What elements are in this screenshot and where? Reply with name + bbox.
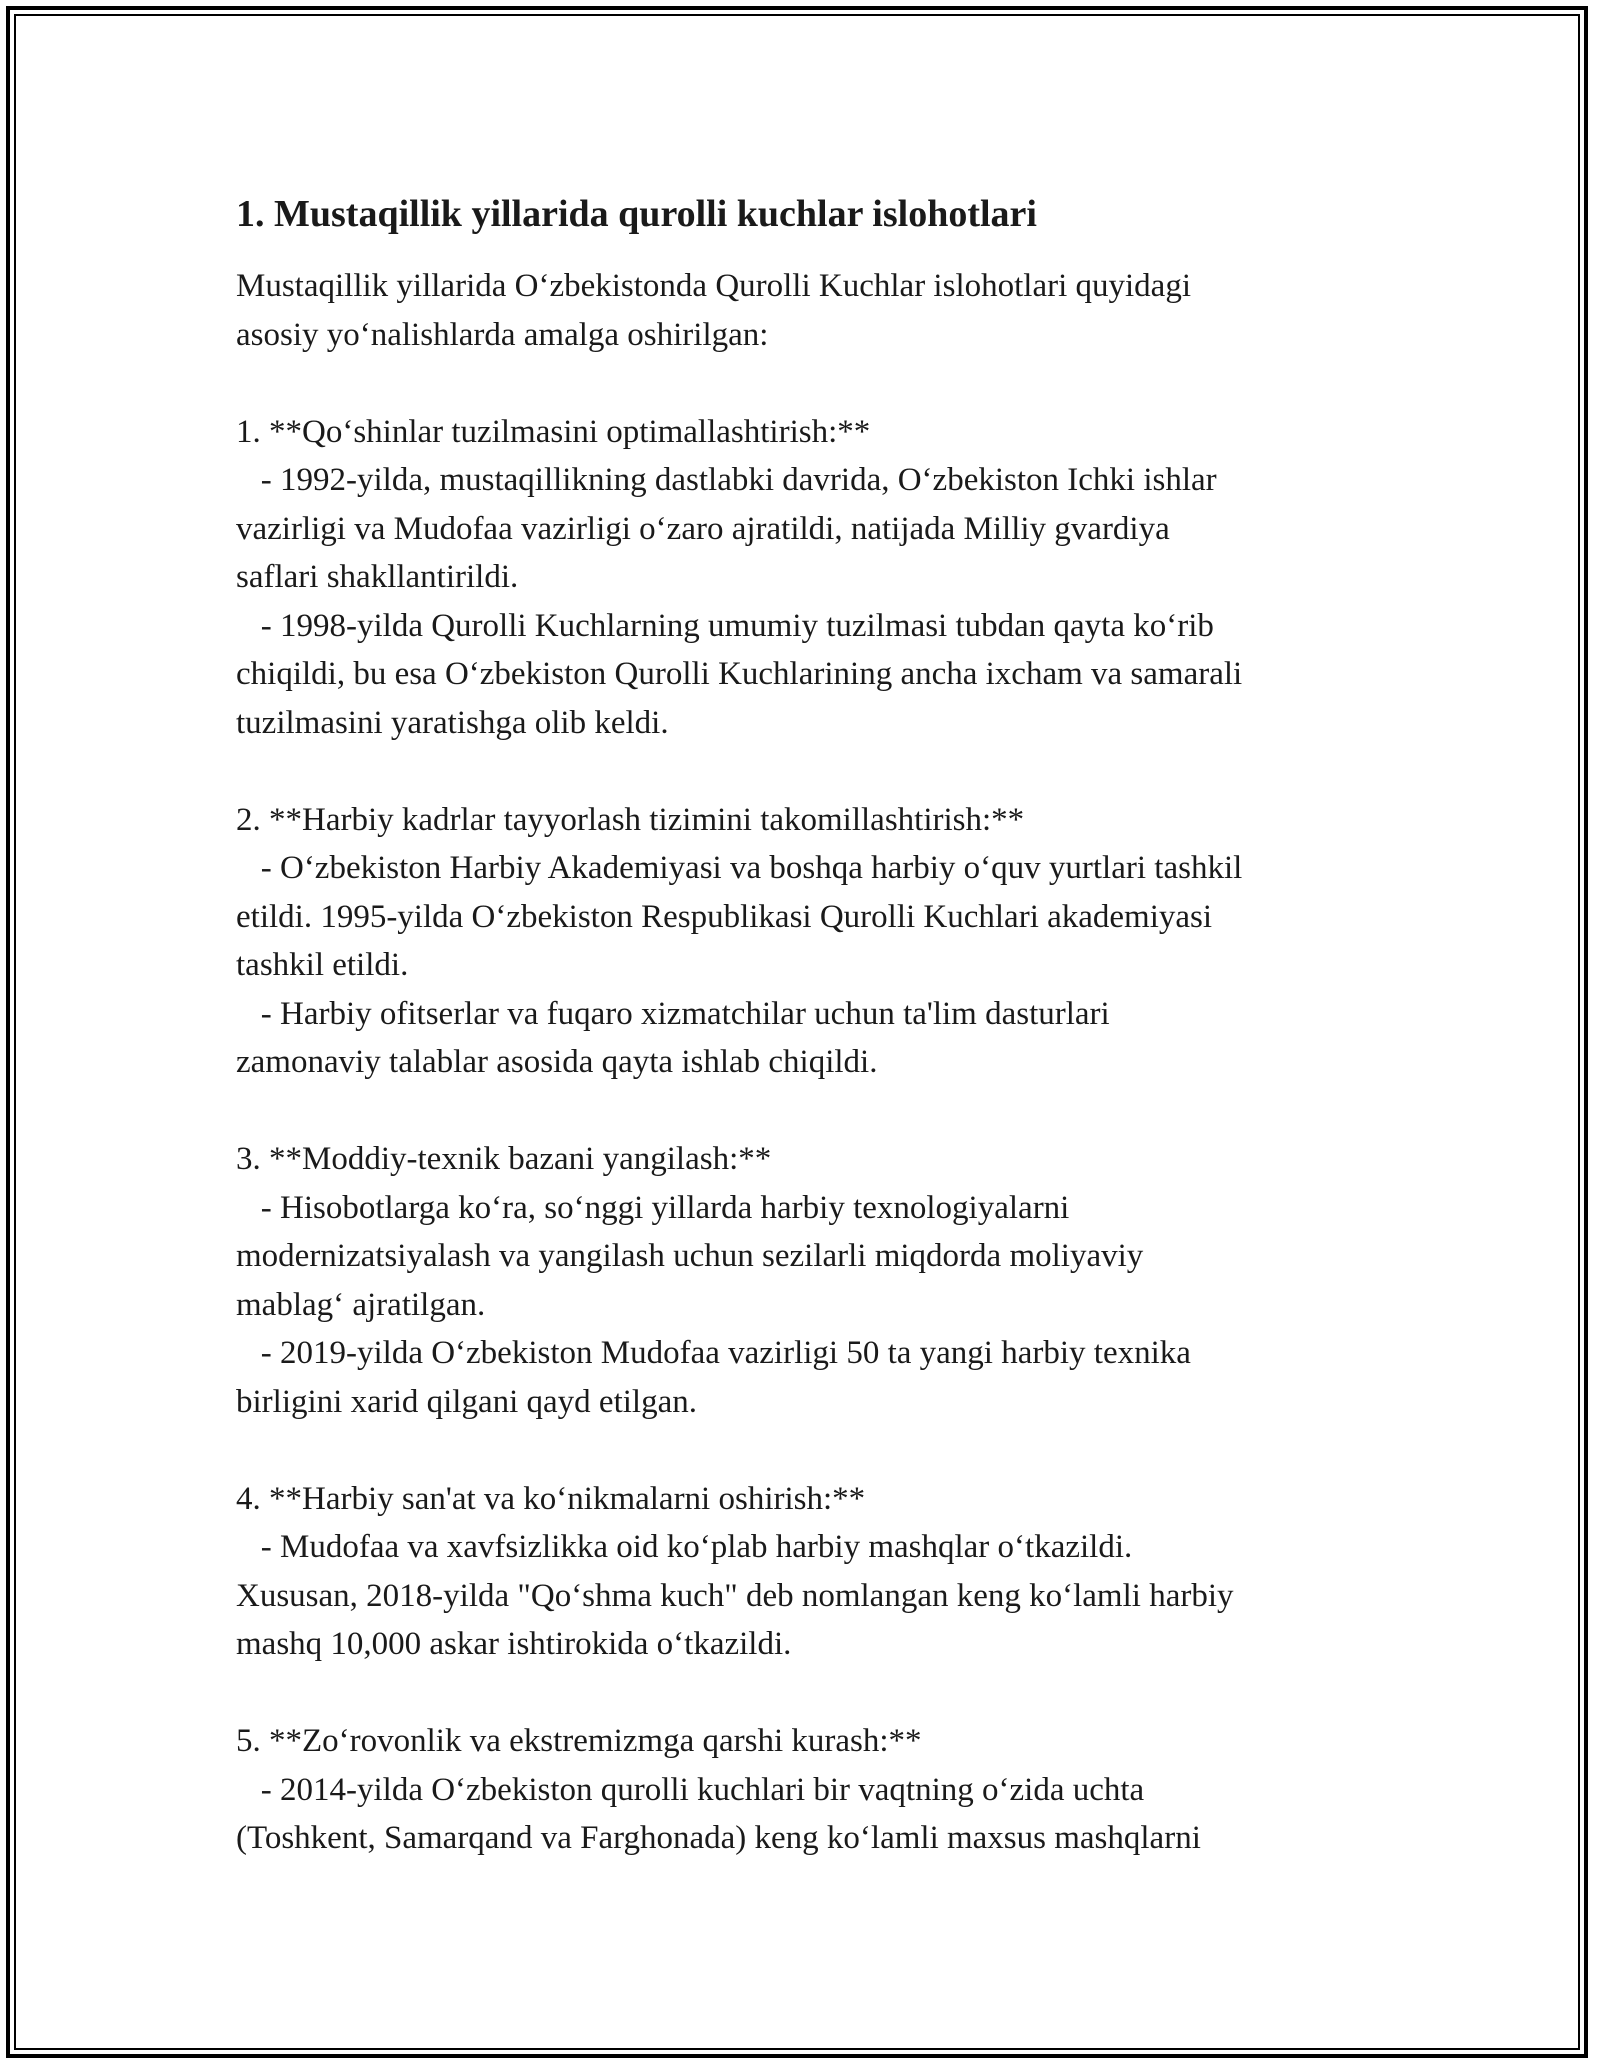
- text-line: Xususan, 2018-yilda "Qo‘shma kuch" deb nomlangan keng ko‘lamli harbiy: [236, 1577, 1234, 1614]
- text-line: - Mudofaa va xavfsizlikka oid ko‘plab harbiy mashqlar o‘tkazildi.: [236, 1529, 1133, 1565]
- text-line: - 1998-yilda Qurolli Kuchlarning umumiy tuzilmasi tubdan qayta ko‘rib: [236, 607, 1214, 644]
- text-line: modernizatsiyalash va yangilash uchun sezilarli miqdorda moliyaviy: [236, 1238, 1144, 1274]
- text-line: etildi. 1995-yilda O‘zbekiston Respublikasi Qurolli Kuchlari akademiyasi: [236, 898, 1213, 935]
- text-line: vazirligi va Mudofaa vazirligi o‘zaro ajratildi, natijada Milliy gvardiya: [236, 510, 1170, 547]
- text-line: - Harbiy ofitserlar va fuqaro xizmatchilar uchun ta'lim dasturlari: [236, 995, 1110, 1032]
- text-line: (Toshkent, Samarqand va Farghonada) keng ko‘lamli maxsus mashqlarni: [236, 1820, 1201, 1856]
- paragraph-gap: [236, 359, 1366, 408]
- text-line: - 1992-yilda, mustaqillikning dastlabki davrida, O‘zbekiston Ichki ishlar: [236, 462, 1217, 498]
- text-line: chiqildi, bu esa O‘zbekiston Qurolli Kuchlarining ancha ixcham va samarali: [236, 656, 1243, 692]
- text-line: tashkil etildi.: [236, 947, 409, 983]
- text-line: 2. **Harbiy kadrlar tayyorlash tizimini takomillashtirish:**: [236, 801, 1025, 838]
- paragraph-gap: [236, 1087, 1366, 1136]
- document-text: [236, 262, 1366, 1863]
- text-line: - Hisobotlarga ko‘ra, so‘nggi yillarda harbiy texnologiyalarni: [236, 1189, 1070, 1226]
- text-line: 5. **Zo‘rovonlik va ekstremizmga qarshi kurash:**: [236, 1723, 922, 1759]
- text-line: - O‘zbekiston Harbiy Akademiyasi va boshqa harbiy o‘quv yurtlari tashkil: [236, 850, 1243, 886]
- text-line: tuzilmasini yaratishga olib keldi.: [236, 704, 669, 741]
- paragraph-gap: [236, 1669, 1366, 1718]
- text-line: - 2014-yilda O‘zbekiston qurolli kuchlari bir vaqtning o‘zida uchta: [236, 1771, 1145, 1808]
- text-line: saflari shakllantirildi.: [236, 559, 519, 595]
- text-line: 4. **Harbiy san'at va ko‘nikmalarni oshirish:**: [236, 1480, 866, 1517]
- text-line: asosiy yo‘nalishlarda amalga oshirilgan:: [236, 316, 769, 353]
- text-line: mablag‘ ajratilgan.: [236, 1286, 486, 1323]
- paragraph-gap: [236, 1426, 1366, 1475]
- text-line: zamonaviy talablar asosida qayta ishlab chiqildi.: [236, 1044, 878, 1080]
- text-line: mashq 10,000 askar ishtirokida o‘tkazildi.: [236, 1626, 792, 1662]
- paragraph-gap: [236, 747, 1366, 796]
- document-title: 1. Mustaqillik yillarida qurolli kuchlar islohotlari: [236, 193, 1037, 235]
- text-line: 1. **Qo‘shinlar tuzilmasini optimallashtirish:**: [236, 413, 871, 450]
- text-line: 3. **Moddiy-texnik bazani yangilash:**: [236, 1141, 772, 1177]
- text-line: Mustaqillik yillarida O‘zbekistonda Qurolli Kuchlar islohotlari quyidagi: [236, 268, 1191, 304]
- document-body: [236, 186, 1366, 1863]
- text-line: birligini xarid qilgani qayd etilgan.: [236, 1383, 697, 1420]
- text-line: - 2019-yilda O‘zbekiston Mudofaa vazirligi 50 ta yangi harbiy texnika: [236, 1335, 1191, 1371]
